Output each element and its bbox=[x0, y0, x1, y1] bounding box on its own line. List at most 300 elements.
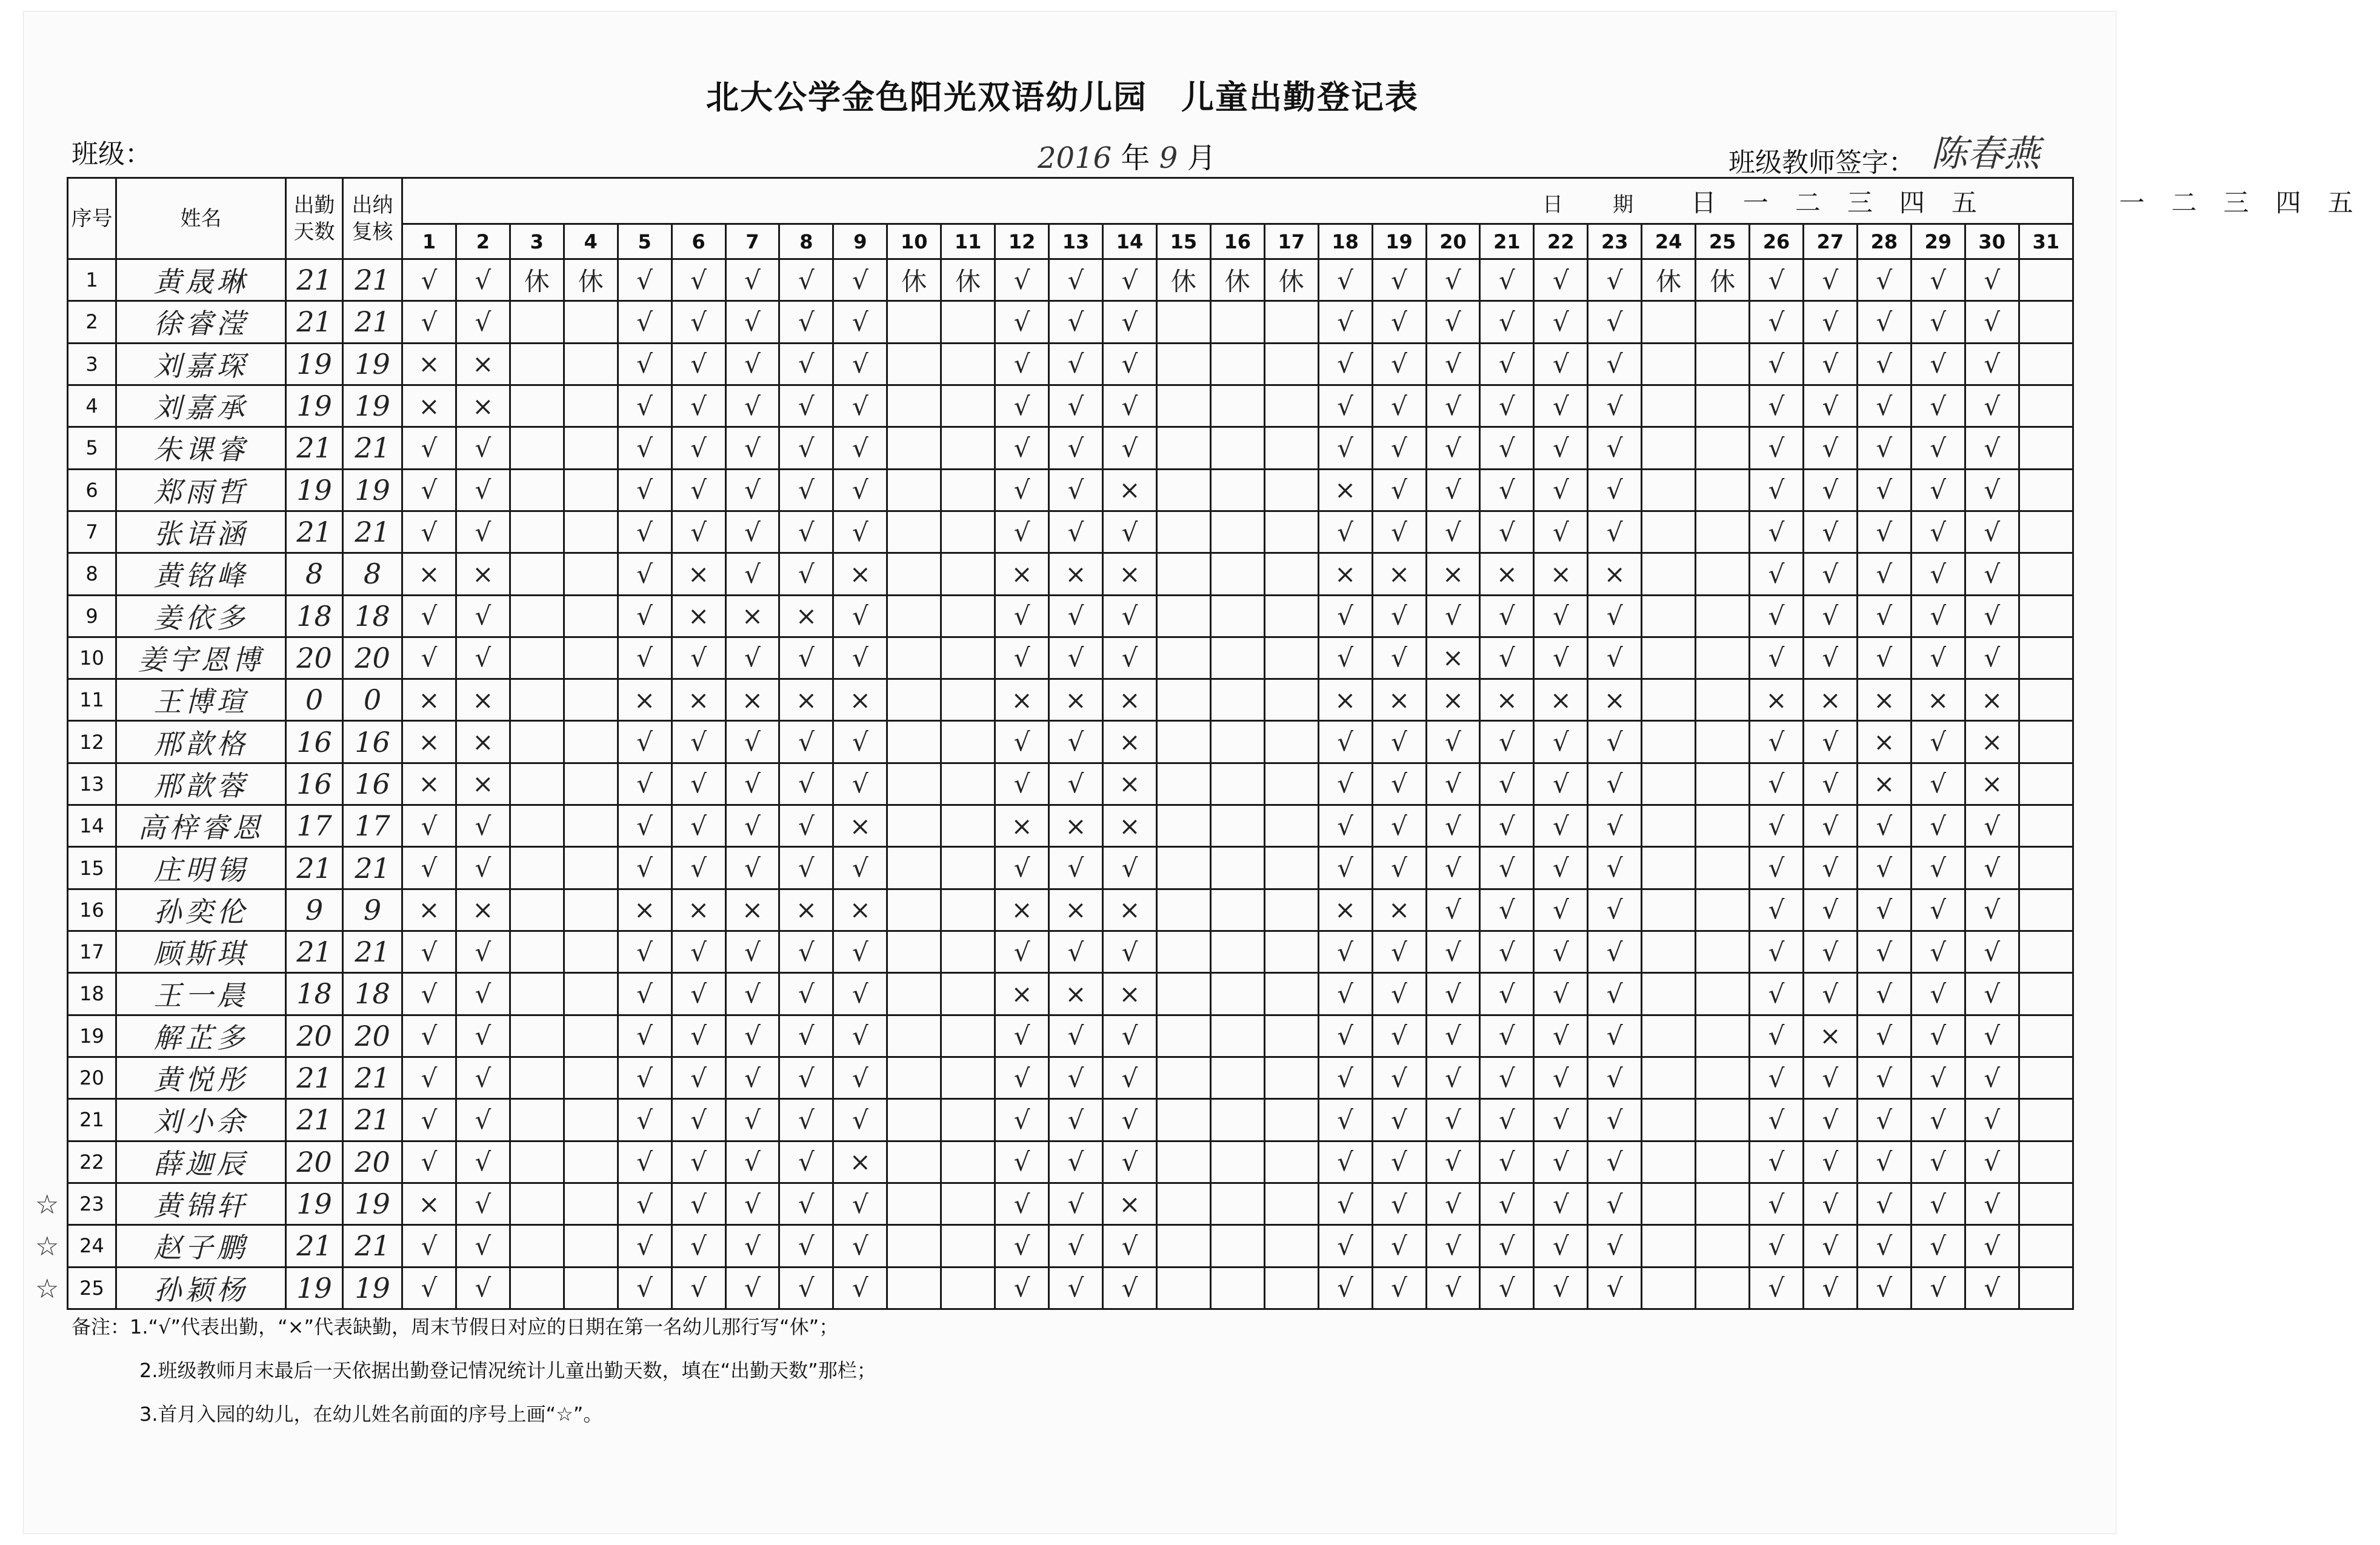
attendance-mark: 休 bbox=[887, 259, 941, 301]
attendance-mark: √ bbox=[456, 973, 510, 1015]
attendance-mark: √ bbox=[1049, 1015, 1103, 1057]
attendance-mark: √ bbox=[1750, 511, 1804, 553]
attendance-mark: √ bbox=[1803, 763, 1857, 805]
attendance-mark: √ bbox=[1102, 1225, 1156, 1267]
attendance-mark bbox=[2019, 931, 2073, 973]
attendance-mark: √ bbox=[1534, 805, 1588, 847]
attendance-mark: × bbox=[833, 1141, 887, 1183]
attendance-mark: √ bbox=[1965, 931, 2019, 973]
attendance-mark: √ bbox=[779, 847, 833, 889]
attendance-mark: √ bbox=[779, 469, 833, 511]
date-header bbox=[402, 178, 2380, 224]
attendance-mark: 休 bbox=[1642, 259, 1696, 301]
attendance-mark: × bbox=[779, 595, 833, 637]
attendance-mark: √ bbox=[1803, 931, 1857, 973]
attendance-mark: √ bbox=[1803, 1183, 1857, 1224]
attendance-mark bbox=[887, 847, 941, 889]
attendance-mark bbox=[510, 1225, 564, 1267]
child-name: 刘小余 bbox=[116, 1099, 286, 1141]
attendance-mark: √ bbox=[618, 511, 672, 553]
attendance-mark: √ bbox=[456, 1267, 510, 1309]
attendance-mark: √ bbox=[1372, 1183, 1426, 1224]
row-seq: 17 bbox=[68, 931, 116, 973]
attendance-mark: √ bbox=[1911, 763, 1965, 805]
attendance-mark: √ bbox=[1803, 427, 1857, 469]
attendance-mark: √ bbox=[1480, 511, 1534, 553]
attendance-mark: √ bbox=[1318, 1015, 1372, 1057]
attendance-mark: √ bbox=[1965, 511, 2019, 553]
attendance-mark bbox=[1210, 1057, 1264, 1098]
attendance-mark: √ bbox=[1102, 343, 1156, 385]
attendance-mark: √ bbox=[672, 1057, 725, 1098]
month-value: 9 bbox=[1159, 141, 1178, 175]
attendance-mark: √ bbox=[402, 511, 456, 553]
attendance-mark: √ bbox=[1480, 427, 1534, 469]
attendance-mark: √ bbox=[1857, 1099, 1911, 1141]
attendance-mark bbox=[564, 301, 618, 343]
attendance-mark: √ bbox=[779, 805, 833, 847]
review-days: 16 bbox=[343, 763, 402, 805]
attendance-mark: √ bbox=[1857, 511, 1911, 553]
attendance-mark: √ bbox=[402, 1225, 456, 1267]
attendance-mark bbox=[1264, 427, 1318, 469]
attendance-mark: √ bbox=[833, 1099, 887, 1141]
attendance-mark: √ bbox=[1750, 469, 1804, 511]
child-name: 王一晨 bbox=[116, 973, 286, 1015]
table-row bbox=[68, 847, 2073, 889]
day-header-19: 19 bbox=[1372, 224, 1426, 259]
attendance-mark bbox=[1642, 805, 1696, 847]
attendance-mark: √ bbox=[995, 259, 1049, 301]
attendance-mark bbox=[1642, 301, 1696, 343]
attendance-mark: √ bbox=[1803, 259, 1857, 301]
child-name: 黄悦彤 bbox=[116, 1057, 286, 1098]
attendance-mark: √ bbox=[1426, 847, 1480, 889]
attendance-mark bbox=[1264, 805, 1318, 847]
attendance-mark bbox=[2019, 763, 2073, 805]
attendance-mark bbox=[941, 679, 995, 721]
attendance-mark: √ bbox=[1911, 805, 1965, 847]
attendance-mark: × bbox=[402, 679, 456, 721]
attendance-mark: √ bbox=[672, 343, 725, 385]
attendance-mark: √ bbox=[672, 1183, 725, 1224]
attendance-mark: √ bbox=[725, 1225, 779, 1267]
attendance-mark: √ bbox=[402, 427, 456, 469]
attendance-mark: √ bbox=[1426, 1183, 1480, 1224]
attendance-mark: √ bbox=[779, 301, 833, 343]
child-name: 庄明锡 bbox=[116, 847, 286, 889]
attendance-mark: √ bbox=[1318, 1099, 1372, 1141]
attendance-mark: √ bbox=[1588, 1057, 1642, 1098]
attendance-mark: √ bbox=[456, 1225, 510, 1267]
attend-days: 21 bbox=[286, 931, 343, 973]
child-name: 刘嘉琛 bbox=[116, 343, 286, 385]
attendance-mark: √ bbox=[1318, 931, 1372, 973]
day-header-4: 4 bbox=[564, 224, 618, 259]
attendance-mark: √ bbox=[995, 637, 1049, 679]
day-header-13: 13 bbox=[1049, 224, 1103, 259]
attendance-mark: √ bbox=[779, 511, 833, 553]
attendance-mark: √ bbox=[672, 805, 725, 847]
attendance-mark: √ bbox=[1857, 427, 1911, 469]
attendance-mark: √ bbox=[1911, 931, 1965, 973]
attendance-mark: × bbox=[725, 595, 779, 637]
attendance-mark bbox=[564, 1225, 618, 1267]
attendance-mark: √ bbox=[1372, 343, 1426, 385]
attendance-mark: √ bbox=[1534, 1267, 1588, 1309]
attendance-mark: √ bbox=[1049, 1057, 1103, 1098]
attendance-mark: √ bbox=[1911, 259, 1965, 301]
table-row bbox=[68, 1141, 2073, 1183]
review-days: 19 bbox=[343, 1267, 402, 1309]
attendance-mark bbox=[1156, 385, 1210, 427]
attendance-mark: × bbox=[1049, 973, 1103, 1015]
attendance-mark: √ bbox=[995, 511, 1049, 553]
attendance-mark: √ bbox=[1426, 511, 1480, 553]
attendance-mark: √ bbox=[725, 847, 779, 889]
attendance-mark bbox=[1156, 889, 1210, 931]
attendance-mark: × bbox=[672, 553, 725, 595]
attendance-mark: √ bbox=[1911, 847, 1965, 889]
attendance-mark bbox=[1696, 889, 1750, 931]
attendance-mark: √ bbox=[1534, 1015, 1588, 1057]
attendance-mark: √ bbox=[1049, 385, 1103, 427]
attendance-mark: √ bbox=[725, 973, 779, 1015]
attendance-mark: × bbox=[1102, 469, 1156, 511]
attendance-mark: √ bbox=[1588, 301, 1642, 343]
attendance-mark: √ bbox=[1803, 343, 1857, 385]
child-name: 黄锦轩 bbox=[116, 1183, 286, 1224]
star-mark: ☆ bbox=[35, 1273, 59, 1304]
attendance-mark: √ bbox=[725, 1015, 779, 1057]
attendance-mark: √ bbox=[1102, 385, 1156, 427]
attend-days: 19 bbox=[286, 385, 343, 427]
attendance-mark bbox=[2019, 511, 2073, 553]
attendance-mark: √ bbox=[1803, 889, 1857, 931]
attendance-mark: √ bbox=[1426, 301, 1480, 343]
attendance-mark bbox=[1210, 973, 1264, 1015]
attendance-mark bbox=[1264, 679, 1318, 721]
attendance-mark: × bbox=[456, 385, 510, 427]
attendance-mark: √ bbox=[1588, 1225, 1642, 1267]
attendance-mark: √ bbox=[456, 1015, 510, 1057]
attendance-mark: √ bbox=[456, 931, 510, 973]
attendance-mark: √ bbox=[1372, 721, 1426, 763]
child-name: 孙奕伦 bbox=[116, 889, 286, 931]
attendance-mark: √ bbox=[1480, 1099, 1534, 1141]
attendance-mark: × bbox=[995, 679, 1049, 721]
attendance-mark bbox=[1264, 763, 1318, 805]
attendance-mark: √ bbox=[1480, 847, 1534, 889]
attendance-mark: × bbox=[456, 763, 510, 805]
attendance-mark bbox=[564, 1099, 618, 1141]
attendance-mark: √ bbox=[1102, 1099, 1156, 1141]
attendance-mark: √ bbox=[1911, 1225, 1965, 1267]
attendance-mark: √ bbox=[1750, 889, 1804, 931]
attendance-mark bbox=[2019, 259, 2073, 301]
table-row bbox=[68, 469, 2073, 511]
attendance-mark bbox=[564, 763, 618, 805]
attendance-mark: × bbox=[1911, 679, 1965, 721]
attend-days: 21 bbox=[286, 1225, 343, 1267]
attendance-mark: √ bbox=[1318, 1141, 1372, 1183]
attendance-mark bbox=[1210, 763, 1264, 805]
attendance-mark bbox=[1642, 1225, 1696, 1267]
attendance-mark: √ bbox=[672, 469, 725, 511]
attendance-mark: × bbox=[1102, 721, 1156, 763]
attendance-mark: √ bbox=[995, 301, 1049, 343]
day-header-26: 26 bbox=[1750, 224, 1804, 259]
attendance-mark: √ bbox=[995, 1141, 1049, 1183]
attendance-mark bbox=[1264, 469, 1318, 511]
attendance-mark: √ bbox=[1480, 1183, 1534, 1224]
review-days: 9 bbox=[343, 889, 402, 931]
note-line-1: 备注：1.“√”代表出勤，“×”代表缺勤，周末节假日对应的日期在第一名幼儿那行写“休”； bbox=[72, 1315, 839, 1338]
attendance-mark: √ bbox=[1803, 847, 1857, 889]
attendance-mark: √ bbox=[1480, 385, 1534, 427]
attendance-mark bbox=[1264, 931, 1318, 973]
attend-days: 8 bbox=[286, 553, 343, 595]
attendance-mark: √ bbox=[1750, 721, 1804, 763]
attendance-mark: √ bbox=[1911, 595, 1965, 637]
attendance-mark: √ bbox=[1803, 1057, 1857, 1098]
attendance-mark: √ bbox=[1480, 637, 1534, 679]
attendance-mark: √ bbox=[1588, 385, 1642, 427]
child-name: 朱课睿 bbox=[116, 427, 286, 469]
attendance-mark: √ bbox=[1803, 469, 1857, 511]
table-row bbox=[68, 637, 2073, 679]
attendance-mark bbox=[510, 805, 564, 847]
attendance-mark: √ bbox=[1318, 343, 1372, 385]
row-seq: 2 bbox=[68, 301, 116, 343]
attendance-mark: √ bbox=[995, 385, 1049, 427]
attendance-mark bbox=[564, 511, 618, 553]
row-seq: 25 bbox=[68, 1267, 116, 1309]
attendance-mark: √ bbox=[1480, 343, 1534, 385]
attendance-mark: √ bbox=[1911, 385, 1965, 427]
attendance-mark bbox=[1156, 1141, 1210, 1183]
attendance-mark: √ bbox=[1480, 931, 1534, 973]
attendance-mark bbox=[941, 595, 995, 637]
attendance-mark bbox=[941, 511, 995, 553]
attendance-mark: √ bbox=[1534, 847, 1588, 889]
attendance-mark: √ bbox=[833, 1225, 887, 1267]
table-row bbox=[68, 511, 2073, 553]
day-header-8: 8 bbox=[779, 224, 833, 259]
attendance-mark: √ bbox=[1049, 637, 1103, 679]
attendance-mark: √ bbox=[779, 553, 833, 595]
attendance-mark bbox=[510, 595, 564, 637]
attendance-mark: √ bbox=[1426, 973, 1480, 1015]
review-days: 19 bbox=[343, 1183, 402, 1224]
attendance-mark: × bbox=[618, 679, 672, 721]
attendance-mark: √ bbox=[1102, 637, 1156, 679]
attendance-mark: √ bbox=[1857, 259, 1911, 301]
attendance-mark: √ bbox=[1426, 427, 1480, 469]
attendance-mark bbox=[1642, 385, 1696, 427]
attendance-mark bbox=[2019, 553, 2073, 595]
attendance-mark: √ bbox=[1588, 847, 1642, 889]
attendance-mark: √ bbox=[1426, 385, 1480, 427]
attendance-mark: × bbox=[402, 385, 456, 427]
attendance-mark: × bbox=[1318, 889, 1372, 931]
attendance-mark: √ bbox=[833, 763, 887, 805]
attendance-mark: × bbox=[1426, 553, 1480, 595]
day-header-18: 18 bbox=[1318, 224, 1372, 259]
row-seq: 3 bbox=[68, 343, 116, 385]
row-seq: 10 bbox=[68, 637, 116, 679]
attendance-mark: × bbox=[1965, 763, 2019, 805]
attendance-mark: × bbox=[402, 889, 456, 931]
row-seq: 19 bbox=[68, 1015, 116, 1057]
attendance-mark bbox=[941, 1225, 995, 1267]
attendance-mark bbox=[887, 1057, 941, 1098]
attendance-mark: √ bbox=[1965, 469, 2019, 511]
row-seq: 5 bbox=[68, 427, 116, 469]
attendance-mark: √ bbox=[995, 1267, 1049, 1309]
attendance-mark: × bbox=[995, 973, 1049, 1015]
attendance-mark: √ bbox=[1857, 1015, 1911, 1057]
row-seq: 21 bbox=[68, 1099, 116, 1141]
star-mark: ☆ bbox=[35, 1189, 59, 1220]
attendance-mark: 休 bbox=[1210, 259, 1264, 301]
attendance-mark: √ bbox=[1426, 931, 1480, 973]
attendance-mark bbox=[1210, 805, 1264, 847]
attendance-mark bbox=[1264, 511, 1318, 553]
attendance-mark bbox=[941, 889, 995, 931]
attendance-mark bbox=[1642, 721, 1696, 763]
note-line-2: 2.班级教师月末最后一天依据出勤登记情况统计儿童出勤天数，填在“出勤天数”那栏； bbox=[139, 1359, 876, 1382]
day-header-15: 15 bbox=[1156, 224, 1210, 259]
attendance-mark: √ bbox=[1480, 1057, 1534, 1098]
attendance-mark: √ bbox=[618, 805, 672, 847]
attendance-mark: × bbox=[1857, 721, 1911, 763]
attendance-mark bbox=[1264, 301, 1318, 343]
attendance-mark bbox=[510, 763, 564, 805]
attendance-mark: √ bbox=[1426, 343, 1480, 385]
child-name: 姜宇恩博 bbox=[116, 637, 286, 679]
attendance-mark: √ bbox=[1750, 805, 1804, 847]
attendance-mark: √ bbox=[995, 595, 1049, 637]
attendance-mark: √ bbox=[402, 1057, 456, 1098]
attendance-mark bbox=[1156, 637, 1210, 679]
attendance-mark: √ bbox=[1965, 1015, 2019, 1057]
attendance-mark: × bbox=[672, 889, 725, 931]
attendance-mark: √ bbox=[456, 1141, 510, 1183]
attendance-mark bbox=[1696, 1141, 1750, 1183]
attendance-mark: √ bbox=[833, 259, 887, 301]
attendance-mark: √ bbox=[402, 637, 456, 679]
attendance-mark bbox=[1696, 973, 1750, 1015]
attend-days: 20 bbox=[286, 1015, 343, 1057]
attendance-mark: √ bbox=[1534, 427, 1588, 469]
attendance-mark: √ bbox=[1480, 805, 1534, 847]
attendance-mark: √ bbox=[618, 385, 672, 427]
attendance-mark: × bbox=[1534, 553, 1588, 595]
attendance-mark bbox=[1264, 889, 1318, 931]
attendance-mark: × bbox=[1857, 763, 1911, 805]
review-days: 21 bbox=[343, 427, 402, 469]
attendance-mark bbox=[510, 553, 564, 595]
attendance-mark: √ bbox=[725, 637, 779, 679]
attendance-mark bbox=[1264, 385, 1318, 427]
attendance-mark: √ bbox=[1965, 805, 2019, 847]
day-header-3: 3 bbox=[510, 224, 564, 259]
attendance-mark bbox=[564, 427, 618, 469]
row-seq: 1 bbox=[68, 259, 116, 301]
attendance-mark: √ bbox=[1803, 511, 1857, 553]
attendance-mark bbox=[1210, 931, 1264, 973]
attendance-mark: √ bbox=[1049, 469, 1103, 511]
attendance-mark: √ bbox=[1750, 973, 1804, 1015]
attendance-mark: √ bbox=[1480, 1141, 1534, 1183]
attendance-mark: × bbox=[779, 679, 833, 721]
attendance-mark: √ bbox=[1588, 973, 1642, 1015]
attendance-mark: √ bbox=[1803, 973, 1857, 1015]
attendance-mark: √ bbox=[672, 847, 725, 889]
teacher-signature: 陈春燕 bbox=[1931, 133, 2040, 175]
attend-days-header: 出勤天数 bbox=[286, 178, 343, 259]
attendance-mark: √ bbox=[1857, 469, 1911, 511]
attendance-mark: √ bbox=[1534, 973, 1588, 1015]
attendance-mark bbox=[887, 385, 941, 427]
child-name: 孙颖杨 bbox=[116, 1267, 286, 1309]
attendance-mark: √ bbox=[1480, 973, 1534, 1015]
attendance-mark: √ bbox=[1965, 889, 2019, 931]
attendance-mark: √ bbox=[1965, 1057, 2019, 1098]
attendance-mark: √ bbox=[1965, 343, 2019, 385]
attend-days: 16 bbox=[286, 721, 343, 763]
attendance-mark: × bbox=[995, 553, 1049, 595]
attendance-mark: √ bbox=[1750, 1225, 1804, 1267]
attendance-mark: √ bbox=[1911, 553, 1965, 595]
attendance-mark: √ bbox=[1857, 595, 1911, 637]
table-row bbox=[68, 301, 2073, 343]
child-name: 徐睿滢 bbox=[116, 301, 286, 343]
attendance-mark: √ bbox=[402, 469, 456, 511]
attendance-mark: √ bbox=[1049, 1099, 1103, 1141]
attendance-mark bbox=[564, 721, 618, 763]
attendance-mark bbox=[1210, 721, 1264, 763]
attendance-mark bbox=[1642, 637, 1696, 679]
day-header-5: 5 bbox=[618, 224, 672, 259]
attendance-mark: √ bbox=[1102, 1015, 1156, 1057]
attendance-mark bbox=[564, 805, 618, 847]
attendance-mark: √ bbox=[1372, 931, 1426, 973]
attendance-mark bbox=[1696, 595, 1750, 637]
attendance-mark: √ bbox=[618, 1099, 672, 1141]
attendance-mark bbox=[564, 889, 618, 931]
attendance-mark bbox=[941, 1057, 995, 1098]
review-days: 21 bbox=[343, 1099, 402, 1141]
attendance-mark: × bbox=[1372, 553, 1426, 595]
attendance-mark: √ bbox=[833, 1057, 887, 1098]
attendance-mark: √ bbox=[1102, 1141, 1156, 1183]
attend-days: 19 bbox=[286, 343, 343, 385]
attendance-mark: × bbox=[1480, 679, 1534, 721]
attendance-mark: √ bbox=[779, 1267, 833, 1309]
attendance-mark bbox=[1156, 805, 1210, 847]
attendance-mark bbox=[941, 385, 995, 427]
attendance-mark bbox=[564, 343, 618, 385]
attendance-mark: √ bbox=[779, 343, 833, 385]
attendance-mark: √ bbox=[1534, 595, 1588, 637]
attendance-mark bbox=[1264, 973, 1318, 1015]
attendance-mark: √ bbox=[833, 343, 887, 385]
row-seq: 22 bbox=[68, 1141, 116, 1183]
attendance-mark: √ bbox=[725, 1183, 779, 1224]
attendance-mark bbox=[1642, 931, 1696, 973]
